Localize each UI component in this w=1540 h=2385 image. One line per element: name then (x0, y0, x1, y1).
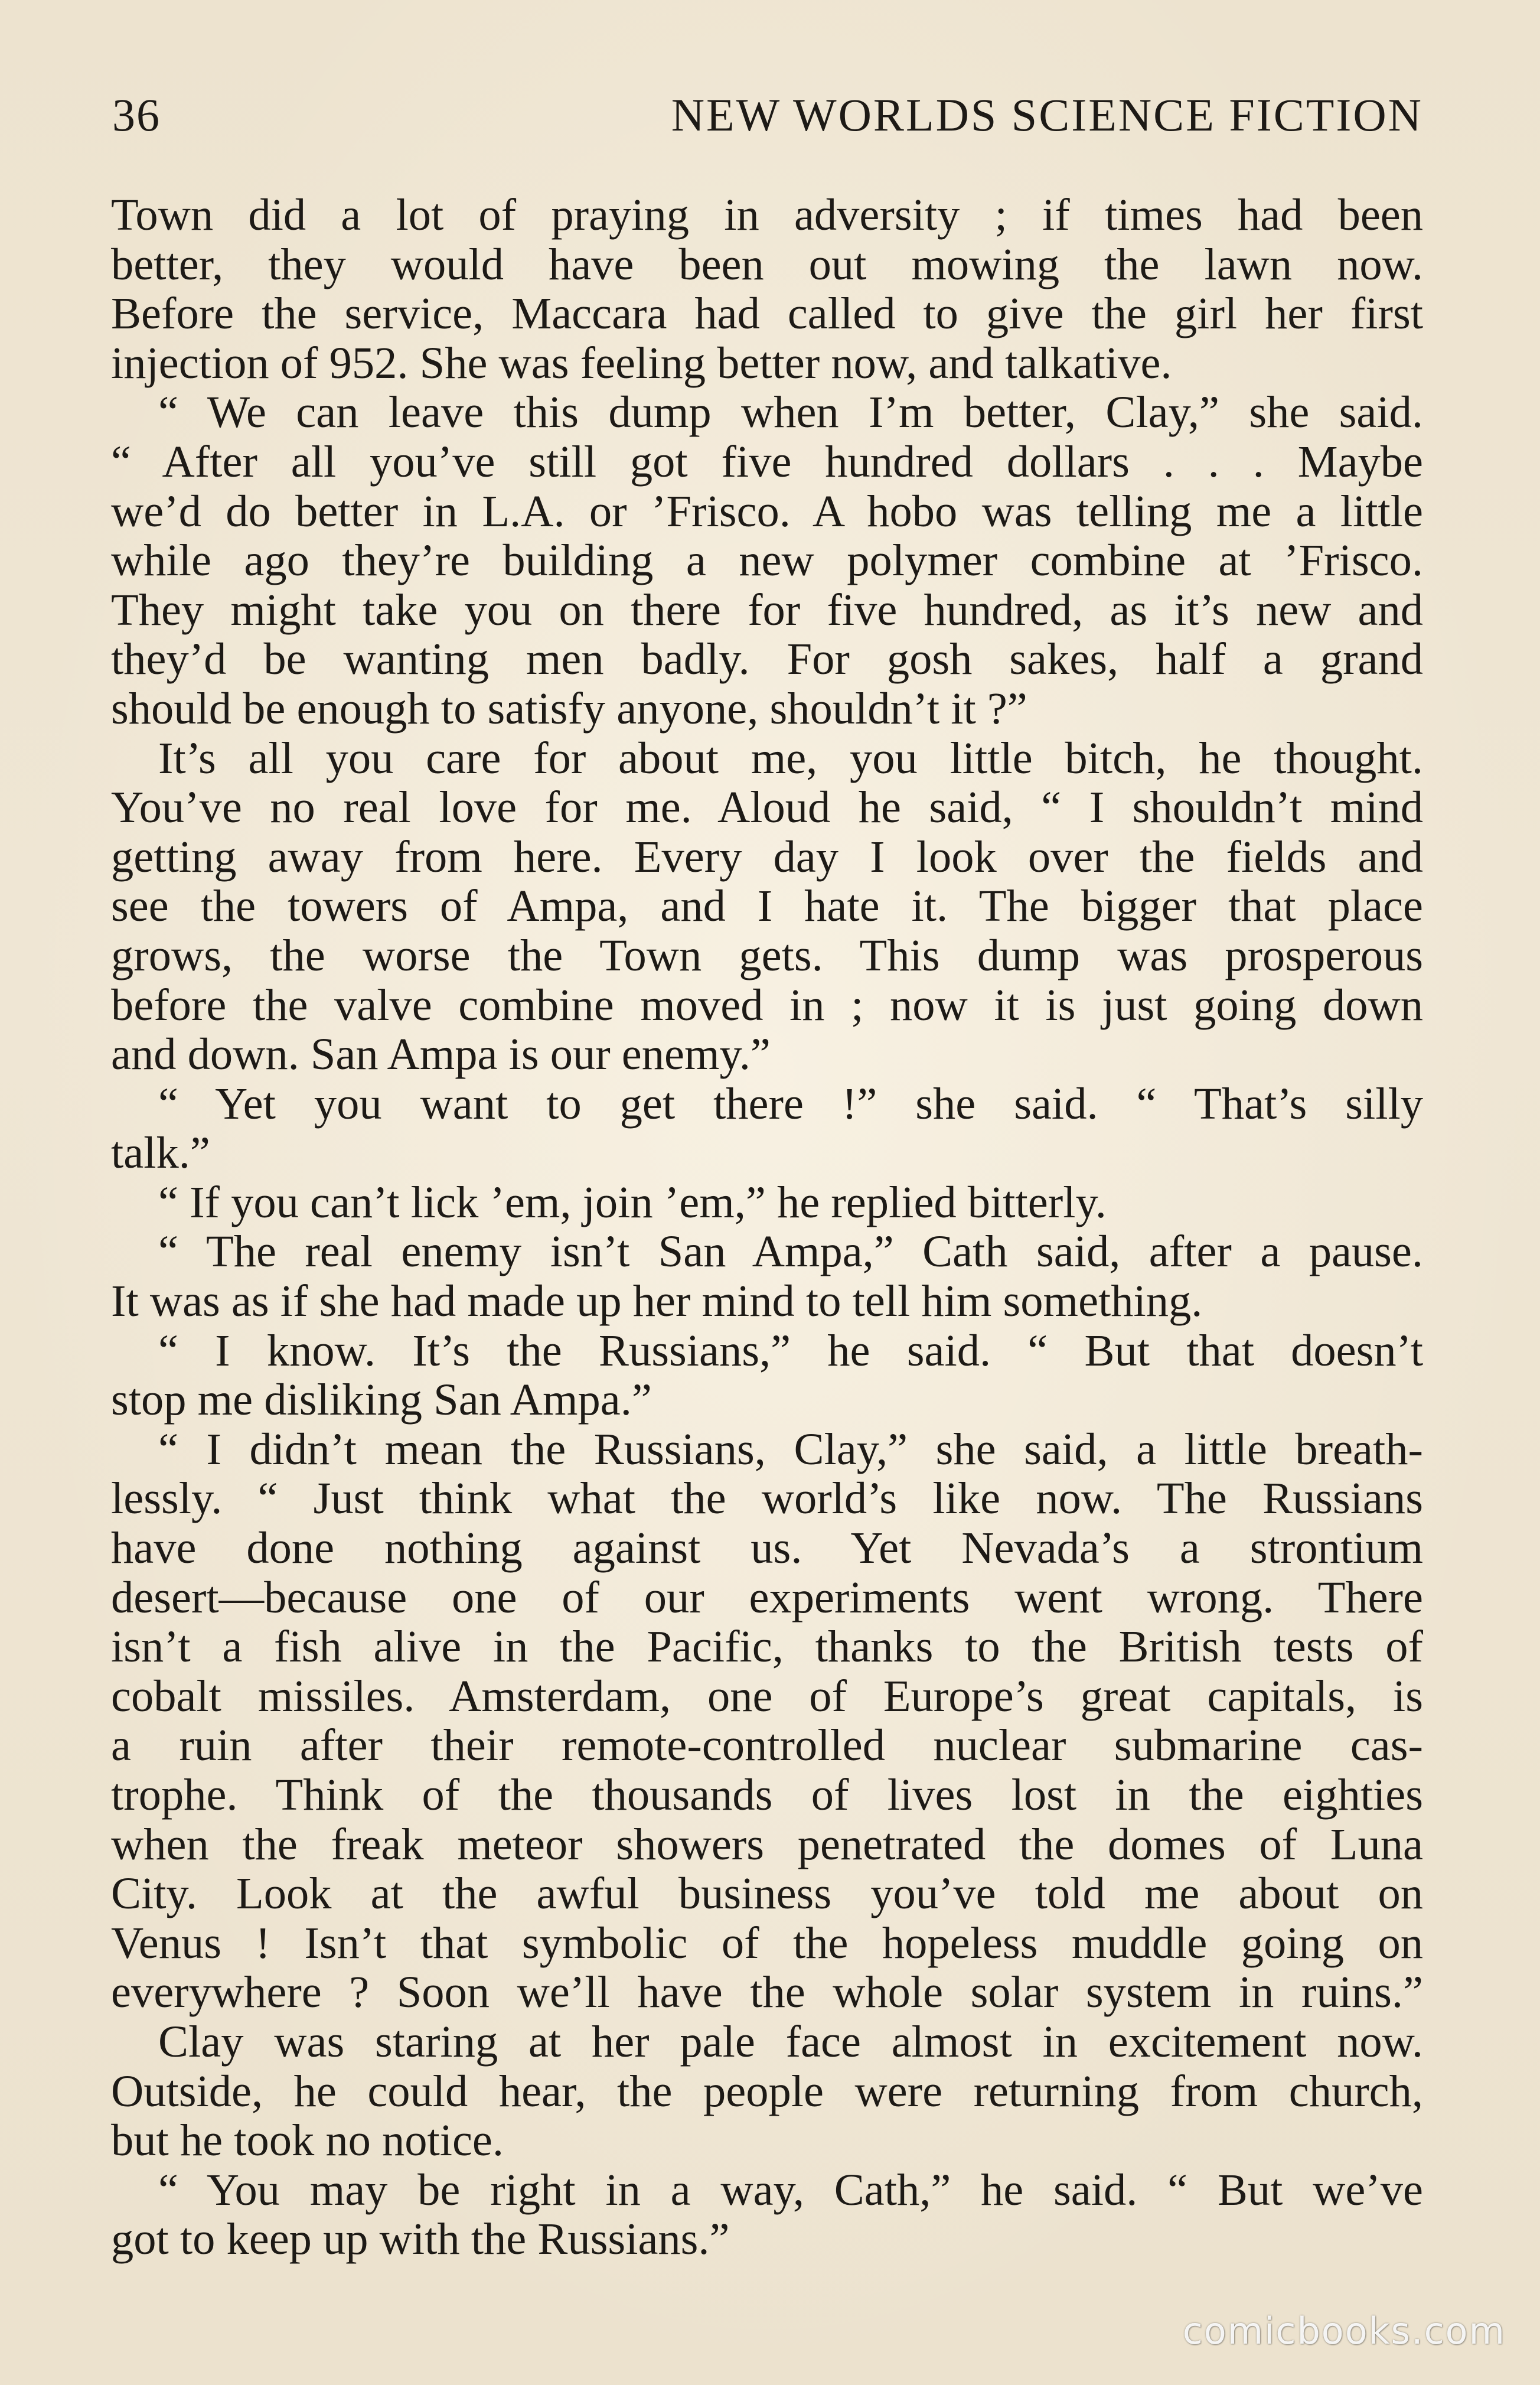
text-line: “ After all you’ve still got five hundred dollars . . . Maybe (111, 436, 1423, 487)
watermark: comicbooks.com (1182, 2309, 1506, 2353)
text-line: getting away from here. Every day I look over the fields and (111, 831, 1423, 882)
text-line: They might take you on there for five hundred, as it’s new and (111, 584, 1423, 635)
text-line: grows, the worse the Town gets. This dump was prosperous (111, 930, 1423, 980)
text-line: Before the service, Maccara had called to give the girl her first (111, 288, 1423, 339)
text-line: isn’t a fish alive in the Pacific, thanks to the British tests of (111, 1621, 1423, 1672)
text-line: a ruin after their remote-controlled nuclear submarine cas- (111, 1720, 1423, 1771)
text-line: have done nothing against us. Yet Nevada’s a strontium (111, 1523, 1423, 1573)
text-line: better, they would have been out mowing the lawn now. (111, 239, 1423, 289)
text-line: before the valve combine moved in ; now it is just going down (111, 979, 1423, 1030)
text-line: when the freak meteor showers penetrated the domes of Luna (111, 1819, 1423, 1869)
text-line: injection of 952. She was feeling better now, and talkative. (111, 337, 1172, 388)
text-line: “ If you can’t lick ’em, join ’em,” he replied bitterly. (158, 1177, 1107, 1227)
text-line: It was as if she had made up her mind to tell him something. (111, 1276, 1203, 1327)
text-line: cobalt missiles. Amsterdam, one of Europe’s great capitals, is (111, 1670, 1423, 1721)
text-line: we’d do better in L.A. or ’Frisco. A hobo was telling me a little (111, 486, 1423, 536)
text-line: but he took no notice. (111, 2115, 504, 2166)
text-line: see the towers of Ampa, and I hate it. The bigger that place (111, 881, 1423, 931)
text-line: Town did a lot of praying in adversity ; if times had been (111, 190, 1423, 240)
text-line: talk.” (111, 1128, 210, 1178)
text-line: got to keep up with the Russians.” (111, 2214, 730, 2265)
text-line: and down. San Ampa is our enemy.” (111, 1029, 771, 1080)
text-line: lessly. “ Just think what the world’s like now. The Russians (111, 1473, 1423, 1524)
text-line: “ Yet you want to get there !” she said. “ That’s silly (158, 1078, 1423, 1129)
text-line: they’d be wanting men badly. For gosh sakes, half a grand (111, 634, 1423, 685)
text-line: “ I know. It’s the Russians,” he said. “ But that doesn’t (158, 1325, 1423, 1376)
text-line: everywhere ? Soon we’ll have the whole solar system in ruins.” (111, 1967, 1423, 2018)
text-line: desert—because one of our experiments went wrong. There (111, 1572, 1423, 1622)
running-head: NEW WORLDS SCIENCE FICTION (671, 89, 1423, 141)
text-line: should be enough to satisfy anyone, shouldn’t it ?” (111, 683, 1027, 734)
text-line: Outside, he could hear, the people were returning from church, (111, 2065, 1423, 2116)
text-line: stop me disliking San Ampa.” (111, 1374, 652, 1425)
text-line: while ago they’re building a new polymer combine at ’Frisco. (111, 535, 1423, 586)
body-text (111, 190, 1423, 2264)
text-line: You’ve no real love for me. Aloud he said, “ I shouldn’t mind (111, 782, 1423, 833)
text-line: Clay was staring at her pale face almost in excitement now. (158, 2016, 1423, 2067)
text-line: “ You may be right in a way, Cath,” he said. “ But we’ve (158, 2164, 1423, 2215)
text-line: “ I didn’t mean the Russians, Clay,” she said, a little breath- (158, 1423, 1423, 1474)
text-line: Venus ! Isn’t that symbolic of the hopeless muddle going on (111, 1917, 1423, 1968)
text-line: “ We can leave this dump when I’m better, Clay,” she said. (158, 387, 1423, 438)
text-line: trophe. Think of the thousands of lives lost in the eighties (111, 1770, 1423, 1820)
text-line: City. Look at the awful business you’ve told me about on (111, 1868, 1423, 1919)
page-number: 36 (112, 89, 161, 141)
page-header (112, 89, 1423, 154)
text-line: “ The real enemy isn’t San Ampa,” Cath said, after a pause. (158, 1226, 1423, 1277)
text-line: It’s all you care for about me, you little bitch, he thought. (158, 732, 1423, 783)
